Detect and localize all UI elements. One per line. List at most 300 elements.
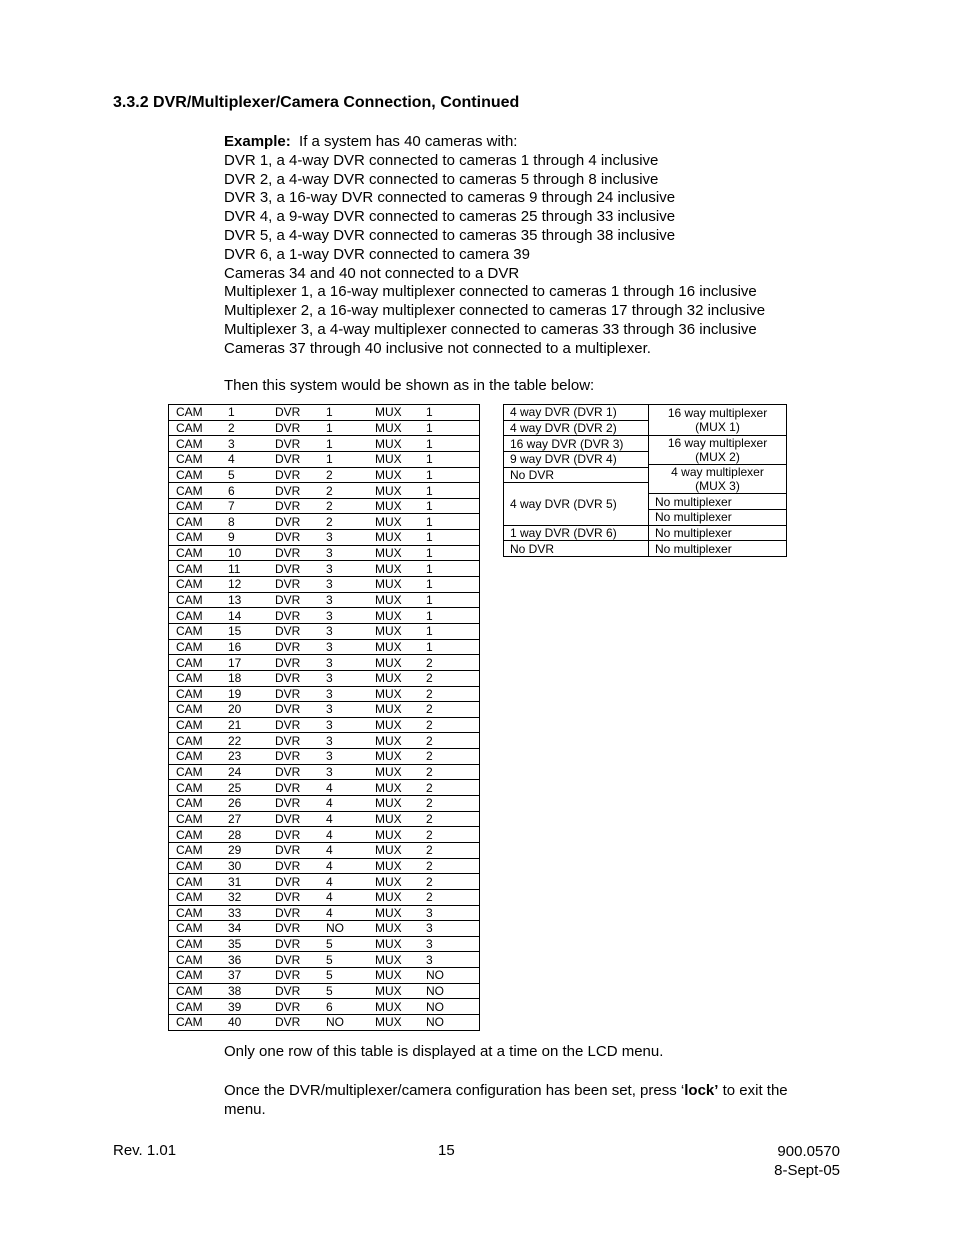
cam-label: CAM (169, 842, 222, 858)
footer-revision: Rev. 1.01 (113, 1142, 177, 1159)
dvr-label: DVR (268, 764, 319, 780)
mux-label: MUX (368, 670, 419, 686)
dvr-number: 1 (319, 436, 368, 452)
group-row (504, 525, 787, 541)
cam-label: CAM (169, 780, 222, 796)
mux-label: MUX (368, 592, 419, 608)
cam-number: 31 (221, 874, 268, 890)
cam-number: 26 (221, 796, 268, 812)
dvr-number: 1 (319, 405, 368, 421)
mux-label: MUX (368, 451, 419, 467)
dvr-label: DVR (268, 592, 319, 608)
mux-label: MUX (368, 717, 419, 733)
dvr-label: DVR (268, 483, 319, 499)
cam-number: 33 (221, 905, 268, 921)
mux-number: 2 (419, 717, 480, 733)
cam-number: 8 (221, 514, 268, 530)
mux-number: 2 (419, 655, 480, 671)
example-line: DVR 2, a 4-way DVR connected to cameras 5 through 8 inclusive (224, 170, 659, 188)
cam-number: 10 (221, 545, 268, 561)
cam-label: CAM (169, 811, 222, 827)
lock-note (224, 1081, 824, 1119)
dvr-label: DVR (268, 467, 319, 483)
mux-number: 1 (419, 545, 480, 561)
dvr-label: DVR (268, 968, 319, 984)
mux-number: 1 (419, 498, 480, 514)
mux-label: MUX (368, 952, 419, 968)
mux-number: 2 (419, 702, 480, 718)
mux-label: MUX (368, 545, 419, 561)
dvr-label: DVR (268, 811, 319, 827)
mux-label: MUX (368, 655, 419, 671)
mux-label: MUX (368, 811, 419, 827)
table-row (169, 858, 480, 874)
mux-label: MUX (368, 764, 419, 780)
cam-number: 18 (221, 670, 268, 686)
dvr-label: DVR (268, 1014, 319, 1030)
cam-number: 35 (221, 936, 268, 952)
dvr-label: DVR (268, 999, 319, 1015)
dvr-label: DVR (268, 451, 319, 467)
dvr-number: 5 (319, 968, 368, 984)
dvr-group-cell: 16 way DVR (DVR 3) (504, 436, 649, 452)
dvr-number: 3 (319, 577, 368, 593)
lock-note-text-end: to exit the menu. (224, 1082, 788, 1118)
dvr-group-cell: 4 way DVR (DVR 2) (504, 420, 649, 436)
group-summary-table (503, 404, 787, 557)
mux-label: MUX (368, 639, 419, 655)
dvr-number: 3 (319, 764, 368, 780)
cam-number: 30 (221, 858, 268, 874)
dvr-number: 3 (319, 702, 368, 718)
cam-number: 27 (221, 811, 268, 827)
cam-number: 32 (221, 889, 268, 905)
mux-number: 2 (419, 889, 480, 905)
mux-label: MUX (368, 858, 419, 874)
dvr-number: 1 (319, 451, 368, 467)
mux-group-cell: No multiplexer (649, 494, 787, 510)
mux-number: 1 (419, 436, 480, 452)
example-line: DVR 6, a 1-way DVR connected to camera 39 (224, 245, 530, 263)
table-row (169, 952, 480, 968)
example-line: DVR 3, a 16-way DVR connected to cameras 9 through 24 inclusive (224, 189, 676, 207)
mux-number: 1 (419, 639, 480, 655)
dvr-label: DVR (268, 733, 319, 749)
dvr-group-cell: 9 way DVR (DVR 4) (504, 451, 649, 467)
example-intro-text: If a system has 40 cameras with: (290, 133, 518, 150)
dvr-number: 2 (319, 467, 368, 483)
cam-number: 25 (221, 780, 268, 796)
cam-number: 19 (221, 686, 268, 702)
cam-number: 29 (221, 842, 268, 858)
mux-label: MUX (368, 827, 419, 843)
mux-label: MUX (368, 842, 419, 858)
cam-number: 6 (221, 483, 268, 499)
cam-label: CAM (169, 498, 222, 514)
mux-number: 2 (419, 842, 480, 858)
table-row (169, 577, 480, 593)
table-row (169, 436, 480, 452)
cam-label: CAM (169, 436, 222, 452)
mux-group-cell: 16 way multiplexer (MUX 2) (649, 436, 787, 465)
cam-label: CAM (169, 639, 222, 655)
mux-group-cell: 16 way multiplexer (MUX 1) (649, 405, 787, 436)
mux-number: 1 (419, 608, 480, 624)
dvr-label: DVR (268, 514, 319, 530)
mux-number: 1 (419, 483, 480, 499)
cam-number: 3 (221, 436, 268, 452)
mux-number: 1 (419, 623, 480, 639)
mux-number: NO (419, 983, 480, 999)
dvr-number: 3 (319, 545, 368, 561)
mux-number: 2 (419, 796, 480, 812)
dvr-label: DVR (268, 498, 319, 514)
mux-label: MUX (368, 983, 419, 999)
cam-number: 36 (221, 952, 268, 968)
cam-label: CAM (169, 796, 222, 812)
mux-number: 1 (419, 405, 480, 421)
cam-number: 38 (221, 983, 268, 999)
dvr-number: 3 (319, 561, 368, 577)
cam-label: CAM (169, 514, 222, 530)
cam-number: 7 (221, 498, 268, 514)
cam-label: CAM (169, 530, 222, 546)
dvr-number: 2 (319, 483, 368, 499)
mux-group-cell: 4 way multiplexer (MUX 3) (649, 465, 787, 494)
example-intro (224, 133, 765, 152)
dvr-label: DVR (268, 577, 319, 593)
mux-number: 2 (419, 858, 480, 874)
cam-label: CAM (169, 999, 222, 1015)
section-heading: 3.3.2 DVR/Multiplexer/Camera Connection, Continued (113, 94, 520, 111)
lcd-note: Only one row of this table is displayed at a time on the LCD menu. (224, 1043, 664, 1060)
mux-label: MUX (368, 999, 419, 1015)
table-row (169, 827, 480, 843)
table-row (169, 530, 480, 546)
table-row (169, 686, 480, 702)
cam-label: CAM (169, 889, 222, 905)
dvr-number: 4 (319, 811, 368, 827)
footer-doc-info (774, 1142, 840, 1180)
dvr-number: 4 (319, 889, 368, 905)
dvr-number: 3 (319, 717, 368, 733)
cam-label: CAM (169, 921, 222, 937)
table-row (169, 592, 480, 608)
mux-label: MUX (368, 733, 419, 749)
group-row (504, 541, 787, 557)
mux-label: MUX (368, 623, 419, 639)
mux-number: 2 (419, 780, 480, 796)
mux-label: MUX (368, 530, 419, 546)
cam-label: CAM (169, 420, 222, 436)
mux-number: 3 (419, 936, 480, 952)
lock-note-text: Once the DVR/multiplexer/camera configuration has been set, press ‘ (224, 1082, 685, 1099)
table-row (169, 623, 480, 639)
table-row (169, 702, 480, 718)
mux-number: 2 (419, 686, 480, 702)
mux-label: MUX (368, 686, 419, 702)
mux-group-cell: No multiplexer (649, 525, 787, 541)
dvr-number: 3 (319, 670, 368, 686)
cam-label: CAM (169, 686, 222, 702)
dvr-label: DVR (268, 530, 319, 546)
dvr-group-cell: 4 way DVR (DVR 5) (504, 483, 649, 525)
mux-number: NO (419, 1014, 480, 1030)
mux-label: MUX (368, 561, 419, 577)
dvr-number: 5 (319, 983, 368, 999)
cam-label: CAM (169, 670, 222, 686)
dvr-label: DVR (268, 858, 319, 874)
table-row (169, 561, 480, 577)
cam-number: 12 (221, 577, 268, 593)
dvr-number: 4 (319, 874, 368, 890)
cam-label: CAM (169, 655, 222, 671)
table-row (169, 780, 480, 796)
mux-label: MUX (368, 577, 419, 593)
dvr-number: 3 (319, 655, 368, 671)
cam-number: 13 (221, 592, 268, 608)
dvr-label: DVR (268, 545, 319, 561)
table-row (169, 905, 480, 921)
mux-label: MUX (368, 467, 419, 483)
example-line: Cameras 37 through 40 inclusive not connected to a multiplexer. (224, 339, 651, 357)
table-row (169, 498, 480, 514)
mux-group-cell: No multiplexer (649, 541, 787, 557)
table-row (169, 451, 480, 467)
dvr-label: DVR (268, 717, 319, 733)
dvr-label: DVR (268, 420, 319, 436)
table-row (169, 764, 480, 780)
mux-number: 1 (419, 530, 480, 546)
dvr-label: DVR (268, 874, 319, 890)
dvr-label: DVR (268, 436, 319, 452)
cam-label: CAM (169, 827, 222, 843)
mux-number: NO (419, 968, 480, 984)
dvr-label: DVR (268, 827, 319, 843)
cam-label: CAM (169, 451, 222, 467)
example-line: Multiplexer 1, a 16-way multiplexer connected to cameras 1 through 16 inclusive (224, 283, 757, 301)
dvr-number: 4 (319, 858, 368, 874)
mux-number: 2 (419, 827, 480, 843)
dvr-number: 3 (319, 530, 368, 546)
cam-label: CAM (169, 623, 222, 639)
table-row (169, 670, 480, 686)
table-row (169, 968, 480, 984)
dvr-number: 3 (319, 639, 368, 655)
cam-number: 15 (221, 623, 268, 639)
mux-number: 3 (419, 952, 480, 968)
dvr-label: DVR (268, 905, 319, 921)
cam-label: CAM (169, 952, 222, 968)
mux-label: MUX (368, 874, 419, 890)
mux-label: MUX (368, 702, 419, 718)
dvr-number: 4 (319, 905, 368, 921)
dvr-label: DVR (268, 702, 319, 718)
mux-label: MUX (368, 514, 419, 530)
mux-label: MUX (368, 1014, 419, 1030)
dvr-label: DVR (268, 842, 319, 858)
dvr-label: DVR (268, 561, 319, 577)
cam-number: 17 (221, 655, 268, 671)
table-row (169, 545, 480, 561)
cam-number: 40 (221, 1014, 268, 1030)
cam-number: 14 (221, 608, 268, 624)
footer-doc-number: 900.0570 (777, 1143, 840, 1160)
mux-number: 1 (419, 514, 480, 530)
table-row (169, 749, 480, 765)
cam-label: CAM (169, 405, 222, 421)
dvr-number: 3 (319, 592, 368, 608)
dvr-label: DVR (268, 796, 319, 812)
cam-label: CAM (169, 483, 222, 499)
dvr-label: DVR (268, 921, 319, 937)
cam-number: 23 (221, 749, 268, 765)
mux-label: MUX (368, 498, 419, 514)
cam-number: 22 (221, 733, 268, 749)
cam-label: CAM (169, 1014, 222, 1030)
cam-label: CAM (169, 764, 222, 780)
cam-number: 39 (221, 999, 268, 1015)
mux-number: 1 (419, 561, 480, 577)
dvr-number: 3 (319, 608, 368, 624)
cam-label: CAM (169, 545, 222, 561)
table-row (169, 874, 480, 890)
footer-page-number: 15 (438, 1142, 455, 1159)
cam-label: CAM (169, 733, 222, 749)
cam-number: 11 (221, 561, 268, 577)
table-row (169, 936, 480, 952)
cam-number: 9 (221, 530, 268, 546)
table-row (169, 608, 480, 624)
dvr-number: 5 (319, 936, 368, 952)
table-row (169, 405, 480, 421)
example-line: DVR 5, a 4-way DVR connected to cameras 35 through 38 inclusive (224, 226, 676, 244)
cam-label: CAM (169, 905, 222, 921)
example-line: DVR 1, a 4-way DVR connected to cameras 1 through 4 inclusive (224, 151, 659, 169)
cam-number: 5 (221, 467, 268, 483)
mux-label: MUX (368, 436, 419, 452)
cam-label: CAM (169, 968, 222, 984)
mux-number: 2 (419, 811, 480, 827)
cam-label: CAM (169, 561, 222, 577)
table-intro: Then this system would be shown as in the table below: (224, 377, 595, 394)
footer-date: 8-Sept-05 (774, 1162, 840, 1179)
dvr-number: 2 (319, 498, 368, 514)
mux-label: MUX (368, 608, 419, 624)
cam-number: 21 (221, 717, 268, 733)
cam-label: CAM (169, 936, 222, 952)
dvr-label: DVR (268, 889, 319, 905)
dvr-number: NO (319, 921, 368, 937)
table-row (169, 842, 480, 858)
mux-number: 1 (419, 577, 480, 593)
mux-label: MUX (368, 483, 419, 499)
table-row (169, 639, 480, 655)
cam-label: CAM (169, 577, 222, 593)
mux-label: MUX (368, 796, 419, 812)
dvr-group-cell: No DVR (504, 467, 649, 483)
mux-number: 3 (419, 921, 480, 937)
cam-number: 20 (221, 702, 268, 718)
example-line: Multiplexer 3, a 4-way multiplexer connected to cameras 33 through 36 inclusive (224, 320, 757, 338)
table-row (169, 467, 480, 483)
dvr-number: NO (319, 1014, 368, 1030)
dvr-number: 4 (319, 796, 368, 812)
lock-keyword: lock’ (684, 1082, 719, 1099)
cam-label: CAM (169, 608, 222, 624)
cam-label: CAM (169, 467, 222, 483)
cam-number: 2 (221, 420, 268, 436)
dvr-group-cell: 4 way DVR (DVR 1) (504, 405, 649, 421)
table-row (169, 796, 480, 812)
dvr-number: 4 (319, 780, 368, 796)
example-block (224, 133, 765, 359)
cam-number: 16 (221, 639, 268, 655)
dvr-label: DVR (268, 780, 319, 796)
dvr-number: 5 (319, 952, 368, 968)
dvr-label: DVR (268, 983, 319, 999)
dvr-label: DVR (268, 405, 319, 421)
mux-label: MUX (368, 405, 419, 421)
dvr-label: DVR (268, 608, 319, 624)
dvr-label: DVR (268, 639, 319, 655)
table-row (169, 483, 480, 499)
cam-label: CAM (169, 983, 222, 999)
cam-number: 1 (221, 405, 268, 421)
dvr-number: 4 (319, 842, 368, 858)
mux-number: 2 (419, 749, 480, 765)
mux-group-cell: No multiplexer (649, 509, 787, 525)
mux-label: MUX (368, 921, 419, 937)
example-label: Example: (224, 133, 291, 150)
dvr-number: 3 (319, 733, 368, 749)
cam-number: 4 (221, 451, 268, 467)
dvr-label: DVR (268, 936, 319, 952)
mux-number: NO (419, 999, 480, 1015)
cam-label: CAM (169, 874, 222, 890)
table-row (169, 717, 480, 733)
table-row (169, 420, 480, 436)
cam-label: CAM (169, 592, 222, 608)
cam-number: 34 (221, 921, 268, 937)
dvr-label: DVR (268, 952, 319, 968)
dvr-label: DVR (268, 686, 319, 702)
cam-number: 24 (221, 764, 268, 780)
mux-label: MUX (368, 889, 419, 905)
dvr-number: 3 (319, 749, 368, 765)
dvr-number: 6 (319, 999, 368, 1015)
dvr-group-cell: 1 way DVR (DVR 6) (504, 525, 649, 541)
table-row (169, 514, 480, 530)
mux-label: MUX (368, 420, 419, 436)
mux-label: MUX (368, 780, 419, 796)
example-line: Cameras 34 and 40 not connected to a DVR (224, 264, 520, 282)
mux-number: 2 (419, 874, 480, 890)
cam-label: CAM (169, 749, 222, 765)
mux-number: 2 (419, 733, 480, 749)
dvr-number: 1 (319, 420, 368, 436)
dvr-label: DVR (268, 623, 319, 639)
dvr-label: DVR (268, 749, 319, 765)
cam-number: 28 (221, 827, 268, 843)
example-line: Multiplexer 2, a 16-way multiplexer connected to cameras 17 through 32 inclusive (224, 302, 766, 320)
camera-connection-table (168, 404, 480, 1031)
mux-number: 1 (419, 420, 480, 436)
mux-number: 1 (419, 592, 480, 608)
dvr-group-cell: No DVR (504, 541, 649, 557)
mux-label: MUX (368, 749, 419, 765)
dvr-number: 3 (319, 623, 368, 639)
